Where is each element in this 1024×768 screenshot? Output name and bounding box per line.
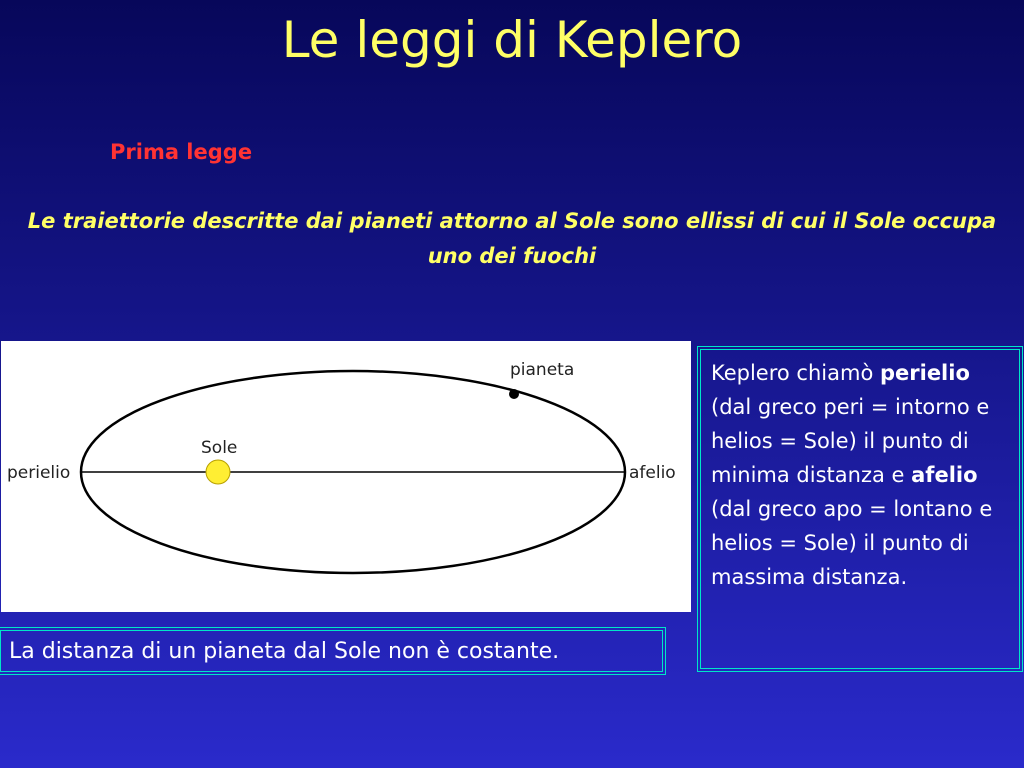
explanation-box (700, 349, 1020, 669)
explanation-aphelion: (dal greco apo = lontano e helios = Sole) il punto di massima distanza. (711, 497, 993, 589)
sun-icon (206, 460, 230, 484)
diagram-background (1, 341, 691, 612)
term-perihelion: perielio (879, 361, 970, 385)
distance-note: La distanza di un pianeta dal Sole non è costante. (0, 630, 663, 672)
planet-label: pianeta (510, 360, 575, 380)
law-heading: Prima legge (110, 140, 253, 164)
perihelion-label: perielio (7, 463, 71, 483)
explanation-perihelion: (dal greco peri = intorno e helios = Sole) il punto di minima distanza e (711, 395, 990, 487)
slide-title: Le leggi di Keplero (281, 11, 743, 69)
law-statement: Le traiettorie descritte dai pianeti attorno al Sole sono ellissi di cui il Sole occupa uno dei fuochi (27, 209, 997, 268)
planet-icon (509, 389, 519, 399)
explanation-intro: Keplero chiamò (711, 361, 874, 385)
orbit-svg (1, 341, 691, 612)
aphelion-label: afelio (629, 463, 676, 483)
term-aphelion: afelio (911, 463, 978, 487)
orbit-diagram (1, 341, 691, 612)
sun-label: Sole (201, 438, 238, 458)
